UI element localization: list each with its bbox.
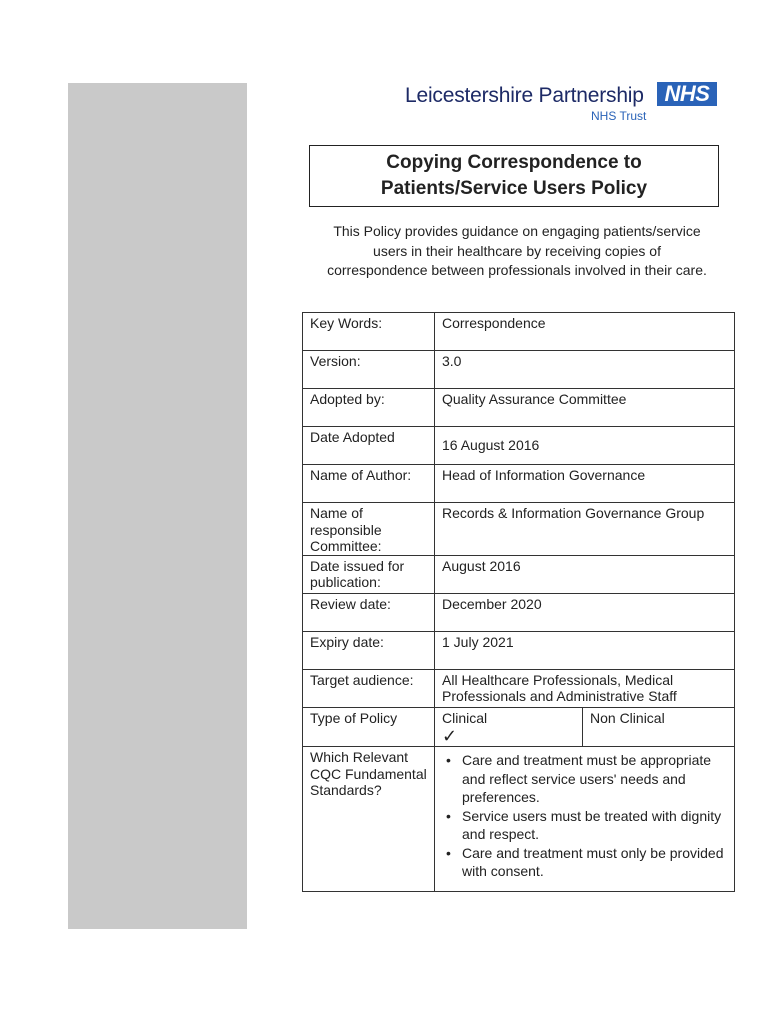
committee-label: Name of responsible Committee:	[303, 503, 435, 556]
nhs-logo-box: NHS	[657, 82, 717, 106]
document-title	[309, 145, 719, 207]
table-row	[303, 555, 735, 593]
table-row	[303, 669, 735, 707]
intro-paragraph: This Policy provides guidance on engaging patients/service users in their healthcare by receiving copies of correspondence between professionals involved in their care.	[327, 223, 707, 278]
date-issued-value: August 2016	[435, 555, 735, 593]
adopted-by-value: Quality Assurance Committee	[435, 389, 735, 427]
policy-type-clinical: Clinical	[442, 709, 488, 726]
list-item: • Care and treatment must be appropriate and reflect service users' needs and preferences.	[462, 751, 727, 807]
table-row	[303, 465, 735, 503]
list-item: • Care and treatment must only be provided with consent.	[462, 844, 727, 881]
table-row	[303, 747, 735, 892]
adopted-by-label: Adopted by:	[303, 389, 435, 427]
review-label: Review date:	[303, 593, 435, 631]
policy-details-table	[302, 312, 735, 892]
date-adopted-label: Date Adopted	[303, 427, 435, 465]
table-row	[303, 351, 735, 389]
version-label: Version:	[303, 351, 435, 389]
policy-type-clinical-cell	[435, 707, 583, 747]
date-issued-label: Date issued for publication:	[303, 555, 435, 593]
checkmark-icon: ✓	[442, 726, 458, 746]
author-label: Name of Author:	[303, 465, 435, 503]
table-row	[303, 313, 735, 351]
grey-side-panel	[68, 83, 247, 929]
expiry-label: Expiry date:	[303, 631, 435, 669]
author-value: Head of Information Governance	[435, 465, 735, 503]
table-row	[303, 593, 735, 631]
title-line-2: Patients/Service Users Policy	[380, 178, 648, 199]
list-item: • Service users must be treated with dignity and respect.	[462, 807, 727, 844]
table-row	[303, 427, 735, 465]
cqc-label: Which Relevant CQC Fundamental Standards?	[303, 747, 435, 892]
table-row	[303, 631, 735, 669]
key-words-label: Key Words:	[303, 313, 435, 351]
title-line-1: Copying Correspondence to	[386, 152, 642, 173]
committee-value: Records & Information Governance Group	[435, 503, 735, 556]
org-subtitle: NHS Trust	[591, 109, 647, 123]
audience-value: All Healthcare Professionals, Medical Professionals and Administrative Staff	[435, 669, 735, 707]
table-row	[303, 503, 735, 556]
key-words-value: Correspondence	[435, 313, 735, 351]
review-value: December 2020	[435, 593, 735, 631]
expiry-value: 1 July 2021	[435, 631, 735, 669]
table-row	[303, 389, 735, 427]
cqc-standards-list	[442, 751, 727, 881]
policy-type-label: Type of Policy	[303, 707, 435, 747]
table-row	[303, 707, 735, 747]
trust-logo	[405, 80, 720, 124]
audience-label: Target audience:	[303, 669, 435, 707]
date-adopted-value: 16 August 2016	[442, 437, 540, 453]
policy-type-nonclinical: Non Clinical	[583, 707, 735, 747]
org-name: Leicestershire Partnership	[405, 84, 644, 107]
version-value: 3.0	[435, 351, 735, 389]
